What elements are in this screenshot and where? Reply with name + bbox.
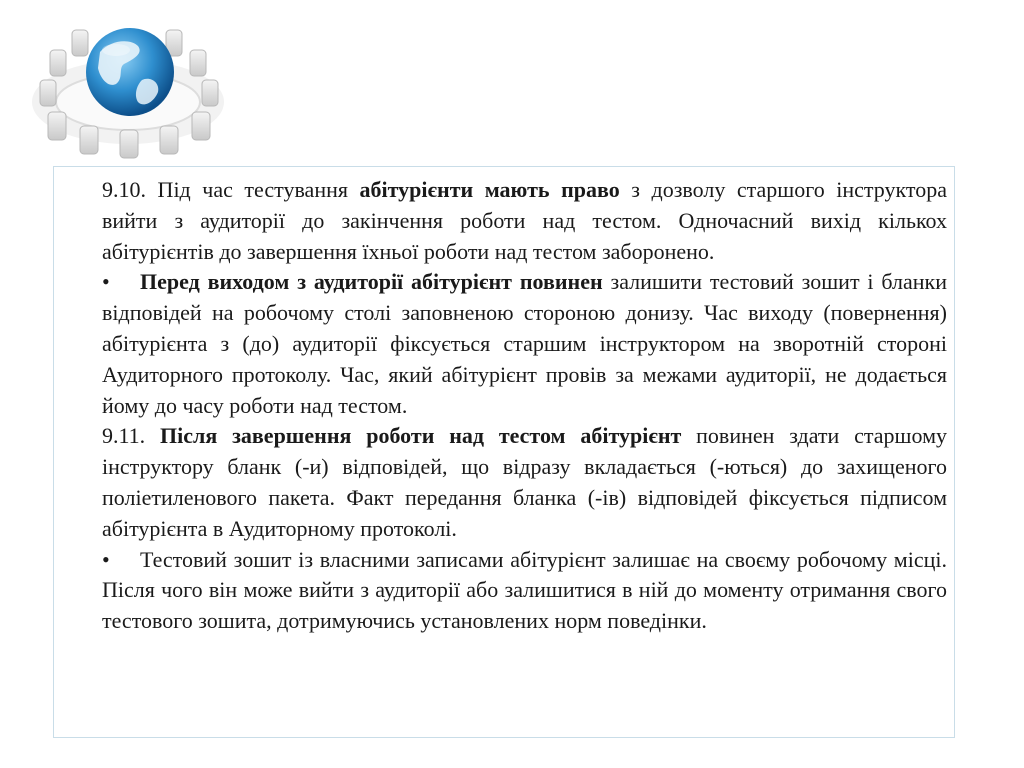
paragraph-lead: 9.10. Під час тестування <box>102 177 360 202</box>
paragraph-9-11 <box>102 421 947 544</box>
globe-conference-icon <box>20 10 250 160</box>
content-box <box>53 166 955 738</box>
paragraph-bullet-exit <box>102 267 947 421</box>
paragraph-rest: з дозволу старшого інструктора вийти з аудиторії до закінчення роботи над тестом. Одночасний вихід кількох абітурієнтів до завершення їхньої роботи над тестом заборонено. <box>102 177 947 264</box>
body-text <box>102 175 947 637</box>
paragraph-bullet-booklet <box>102 545 947 637</box>
bullet-marker: • <box>102 546 110 572</box>
paragraph-rest: залишити тестовий зошит і бланки відповідей на робочому столі заповненою стороною донизу. Час виходу (повернення) абітурієнта з (до) аудиторії фіксується старшим інструктором на зворотній стороні Аудиторного протоколу. Час, який абітурієнт провів за межами аудиторії, не додається йому до часу роботи над тестом. <box>102 269 948 418</box>
paragraph-lead: 9.11. <box>102 423 161 449</box>
paragraph-bold: Після завершення роботи над тестом абітурієнт <box>160 423 682 449</box>
paragraph-bold: Перед виходом з аудиторії абітурієнт повинен <box>140 269 603 295</box>
paragraph-rest: повинен здати старшому інструктору бланк (-и) відповідей, що відразу вкладається (-ються) до захищеного поліетиленового пакета. Факт передання бланка (-ів) відповідей фіксується підписом абітурієнта в Аудиторному протоколі. <box>102 423 947 541</box>
paragraph-9-10 <box>102 175 947 267</box>
paragraph-rest: Тестовий зошит із власними записами абітурієнт залишає на своєму робочому місці. Після чого він може вийти з аудиторії або залишитися в ній до моменту отримання свого тестового зошита, дотримуючись установлених норм поведінки. <box>102 546 947 634</box>
paragraph-bold: абітурієнти мають право <box>359 177 620 202</box>
bullet-marker: • <box>102 269 110 295</box>
